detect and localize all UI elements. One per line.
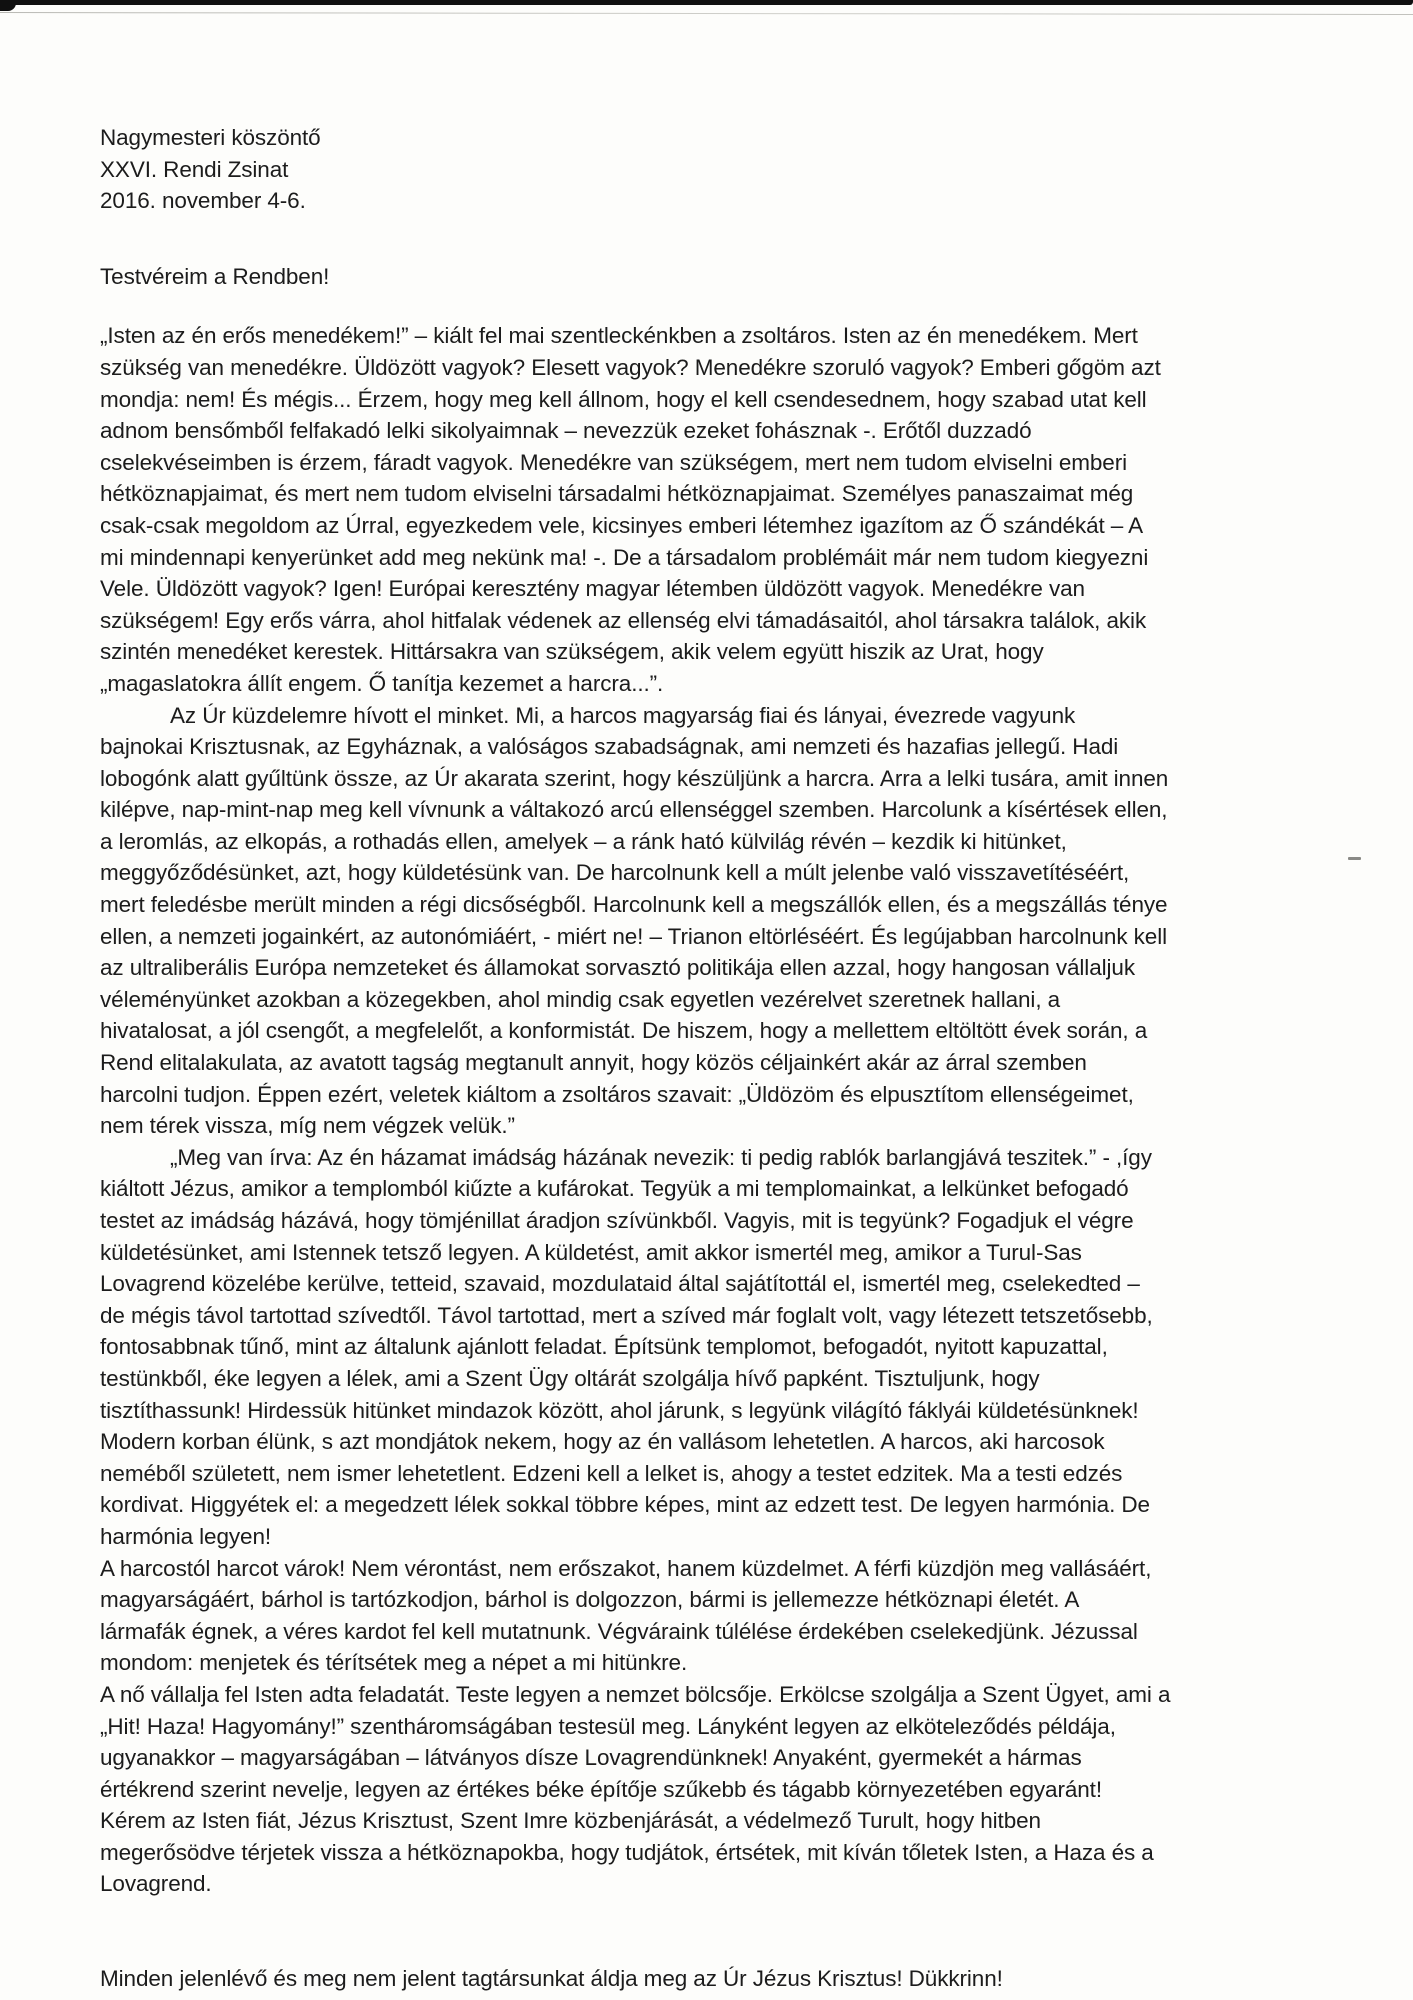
body-line: fontosabbnak tűnő, mint az általunk ajánlott feladat. Építsünk templomot, befogadót, nyitott kapuzattal,: [100, 1334, 1108, 1360]
body-line: testet az imádság házává, hogy tömjénillat áradjon szívünkből. Vagyis, mit is tegyünk? Fogadjuk el végre: [100, 1208, 1134, 1233]
salutation: Testvéreim a Rendben!: [100, 263, 330, 289]
body-line: lobogónk alatt gyűltünk össze, az Úr akarata szerint, hogy készüljünk a harcra. Arra a lelki tusára, amit innen: [100, 765, 1169, 791]
body-line: a leromlás, az elkopás, a rothadás ellen, amelyek – a ránk ható külvilág révén – kezdik ki hitünket,: [100, 828, 1067, 854]
body-line: A harcostól harcot várok! Nem vérontást, nem erőszakot, hanem küzdelmet. A férfi küzdjön meg vallásáért,: [100, 1555, 1152, 1581]
body-line: kilépve, nap-mint-nap meg kell vívnunk a váltakozó arcú ellenséggel szemben. Harcolunk a kísértések ellen,: [100, 797, 1168, 823]
closing-line: Minden jelenlévő és meg nem jelent tagtársunkat áldja meg az Úr Jézus Krisztus! Dükkrinn!: [100, 1966, 1003, 1992]
body-line: Az Úr küzdelemre hívott el minket. Mi, a harcos magyarság fiai és lányai, évezrede vagyunk: [170, 702, 1076, 728]
body-line: kiáltott Jézus, amikor a templomból kiűzte a kufárokat. Tegyük a mi templomainkat, a lelkünket befogadó: [100, 1176, 1129, 1202]
header-line: XXVI. Rendi Zsinat: [100, 156, 289, 182]
body-line: Modern korban élünk, s azt mondjátok nekem, hogy az én vallásom lehetetlen. A harcos, aki harcosok: [100, 1429, 1105, 1455]
body-line: nem térek vissza, míg nem végzek velük.”: [100, 1113, 515, 1139]
scan-corner-artifact: [0, 0, 16, 11]
header-line: Nagymesteri köszöntő: [100, 125, 321, 150]
body-line: bajnokai Krisztusnak, az Egyháznak, a valóságos szabadságnak, ami nemzeti és hazafias jellegű. Hadi: [100, 734, 1119, 760]
body-line: csak-csak megoldom az Úrral, egyezkedem vele, kicsinyes emberi létemhez igazítom az Ő szándékát – A: [100, 512, 1144, 538]
body-line: szükségem! Egy erős várra, ahol hitfalak védenek az ellenség elvi támadásaitól, ahol társakra találok, akik: [100, 607, 1147, 633]
body-line: „Meg van írva: Az én házamat imádság házának nevezik: ti pedig rablók barlangjává teszitek.” - ,így: [170, 1144, 1152, 1170]
body-line: értékrend szerint nevelje, legyen az értékes béke építője szűkebb és tágabb környezetében egyaránt!: [100, 1776, 1102, 1802]
body-line: „magaslatokra állít engem. Ő tanítja kezemet a harcra...”.: [100, 670, 664, 696]
body-line: az ultraliberális Európa nemzeteket és államokat sorvasztó politikája ellen azzal, hogy hangosan vállaljuk: [100, 955, 1135, 981]
body-line: Rend elitalakulata, az avatott tagság megtanult annyit, hogy közös céljainkért akár az árral szemben: [100, 1050, 1087, 1076]
body-line: Kérem az Isten fiát, Jézus Krisztust, Szent Imre közbenjárását, a védelmező Turult, hogy hitben: [100, 1808, 1041, 1834]
body-line: ugyanakkor – magyarságában – látványos dísze Lovagrendünknek! Anyaként, gyermekét a hármas: [100, 1745, 1082, 1771]
body-line: mondom: menjetek és térítsétek meg a népet a mi hitünkre.: [100, 1650, 688, 1676]
body-line: de mégis távol tartottad szívedtől. Távol tartottad, mert a szíved már foglalt volt, vagy létezett tetszetősebb,: [100, 1302, 1153, 1328]
margin-dash-mark: [1348, 857, 1361, 860]
header-line: 2016. november 4-6.: [100, 188, 306, 214]
body-line: cselekvéseimben is érzem, fáradt vagyok. Menedékre van szükségem, mert nem tudom elviselni emberi: [100, 449, 1127, 475]
body-line: adnom bensőmből felfakadó lelki sikolyaimnak – nevezzük ezeket fohásznak -. Erőtől duzzadó: [100, 418, 1032, 444]
body-line: Lovagrend.: [100, 1871, 212, 1897]
body-line: mert feledésbe merült minden a régi dicsőségből. Harcolnunk kell a megszállók ellen, és a megszállás ténye: [100, 892, 1168, 918]
body-line: „Hit! Haza! Hagyomány!” szentháromságában testesül meg. Lányként legyen az elköteleződés példája,: [100, 1713, 1116, 1739]
body-line: mi mindennapi kenyerünket add meg nekünk ma! -. De a társadalom problémáit már nem tudom kiegyezni: [100, 544, 1149, 570]
body-line: neméből született, nem ismer lehetetlent. Edzeni kell a lelket is, ahogy a testet edzitek. Ma a testi edzés: [100, 1460, 1123, 1486]
scan-line-artifact: [0, 12, 1413, 15]
body-line: lármafák égnek, a véres kardot fel kell mutatnunk. Végváraink túlélése érdekében cselekedjünk. Jézussal: [100, 1618, 1138, 1644]
body-line: Vele. Üldözött vagyok? Igen! Európai keresztény magyar létemben üldözött vagyok. Menedékre van: [100, 576, 1085, 602]
body-line: A nő vállalja fel Isten adta feladatát. Teste legyen a nemzet bölcsője. Erkölcse szolgálja a Szent Ügyet, ami a: [100, 1681, 1171, 1707]
body-line: szintén menedéket kerestek. Hittársakra van szükségem, akik velem együtt hiszik az Urat, hogy: [100, 639, 1044, 665]
body-line: harmónia legyen!: [100, 1523, 272, 1549]
body-line: véleményünket azokban a közegekben, ahol mindig csak egyetlen vezérelvet szeretnek hallani, a: [100, 986, 1061, 1012]
letter-body: [100, 320, 1340, 1900]
letter-content: [100, 122, 1340, 1995]
body-line: hétköznapjaimat, és mert nem tudom elviselni társadalmi hétköznapjaimat. Személyes panaszaimat még: [100, 481, 1134, 507]
body-line: mondja: nem! És mégis... Érzem, hogy meg kell állnom, hogy el kell csendesednem, hogy szabad utat kell: [100, 386, 1147, 412]
body-line: szükség van menedékre. Üldözött vagyok? Elesett vagyok? Menedékre szoruló vagyok? Emberi gőgöm azt: [100, 354, 1161, 380]
body-line: kordivat. Higgyétek el: a megedzett lélek sokkal többre képes, mint az edzett test. De legyen harmónia. De: [100, 1492, 1150, 1518]
body-line: harcolni tudjon. Éppen ezért, veletek kiáltom a zsoltáros szavait: „Üldözöm és elpusztítom ellenségeimet,: [100, 1081, 1134, 1107]
body-line: megerősödve térjetek vissza a hétköznapokba, hogy tudjátok, értsétek, mit kíván tőletek Isten, a Haza és a: [100, 1839, 1154, 1865]
body-line: tisztíthassunk! Hirdessük hitünket mindazok között, ahol járunk, s legyünk világító fáklyái küldetésünknek!: [100, 1397, 1139, 1423]
body-line: „Isten az én erős menedékem!” – kiált fel mai szentleckénkben a zsoltáros. Isten az én menedékem. Mert: [100, 323, 1138, 349]
scan-edge-artifact: [0, 0, 1413, 5]
body-line: Lovagrend közelébe kerülve, tetteid, szavaid, mozdulataid által sajátítottál el, ismertél meg, cselekedted –: [100, 1271, 1140, 1297]
body-line: hivatalosat, a jól csengőt, a megfelelőt, a konformistát. De hiszem, hogy a mellettem eltöltött évek során, a: [100, 1018, 1148, 1044]
letter-header: [100, 122, 1340, 217]
body-line: küldetésünket, ami Istennek tetsző legyen. A küldetést, amit akkor ismertél meg, amikor a Turul-Sas: [100, 1239, 1082, 1265]
body-line: magyarságáért, bárhol is tartózkodjon, bárhol is dolgozzon, bármi is jellemezze hétköznapi életét. A: [100, 1587, 1080, 1613]
body-line: meggyőződésünket, azt, hogy küldetésünk van. De harcolnunk kell a múlt jelenbe való visszavetítéséért,: [100, 860, 1130, 886]
body-line: testünkből, éke legyen a lélek, ami a Szent Ügy oltárát szolgálja hívő papként. Tisztuljunk, hogy: [100, 1365, 1040, 1391]
body-line: ellen, a nemzeti jogainkért, az autonómiáért, - miért ne! – Trianon eltörléséért. És legújabban harcolnunk kell: [100, 923, 1167, 949]
